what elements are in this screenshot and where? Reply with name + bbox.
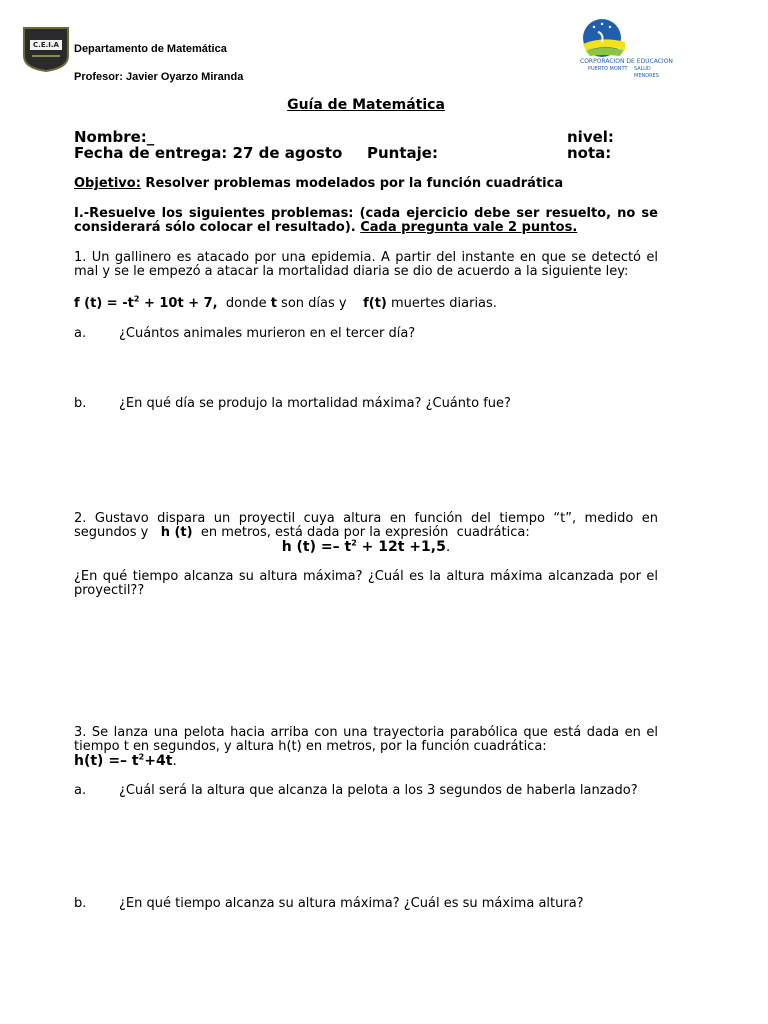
corporation-name: CORPORACION DE EDUCACION [580,58,673,65]
instructions-text: considerará sólo colocar el resultado). [74,220,361,235]
problem-2-question-line-1: ¿En qué tiempo alcanza su altura máxima? ¿Cuál es la altura máxima alcanzada por el [74,569,658,584]
ceia-logo-text: C.E.I.A [33,41,59,49]
problem-3-line-2: tiempo t en segundos, y altura h(t) en metros, por la función cuadrática: [74,739,547,754]
problem-2-question-line-2: proyectil?? [74,583,145,598]
problem-1b-question: ¿En qué día se produjo la mortalidad máxima? ¿Cuánto fue? [119,396,511,411]
problem-1a-letter: a. [74,326,87,341]
teacher-label: Profesor: Javier Oyarzo Miranda [74,71,244,83]
problem-1-formula: f $(t) = -t^2 + 10t + 7$, donde t son días y f(t) muertes diarias. [74,294,497,311]
problem-3-line-1: 3. Se lanza una pelota hacia arriba con una trayectoria parabólica que está dada en el [74,725,658,740]
grade-label: nota: [567,144,612,162]
problem-2-formula: h $(t) =- t^2 + 12t +1,5$. [281,538,451,555]
name-label: Nombre:_ [74,128,155,146]
problem-2-line-1: 2. Gustavo dispara un proyectil cuya altura en función del tiempo “t”, medido en [74,511,658,526]
points-note: Cada pregunta vale 2 puntos. [360,220,578,235]
corporation-logo [580,18,672,80]
level-label: nivel: [567,128,614,146]
instructions-line-1: I.-Resuelve los siguientes problemas: (cada ejercicio debe ser resuelto, no se [74,206,658,221]
problem-1a-question: ¿Cuántos animales murieron en el tercer día? [119,326,416,341]
score-label: Puntaje: [367,144,438,162]
corporation-salud: SALUD [634,66,651,72]
due-date-label: Fecha de entrega: 27 de agosto [74,144,343,162]
problem-1-line-1: 1. Un gallinero es atacado por una epidemia. A partir del instante en que se detectó el [74,250,658,265]
problem-2-line-2: segundos y h (t) en metros, está dada por la expresión cuadrática: [74,525,530,540]
problem-3b-letter: b. [74,896,87,911]
problem-1-line-2: mal y se le empezó a atacar la mortalidad diaria se dio de acuerdo a la siguiente ley: [74,264,629,279]
corporation-emblem-icon [580,18,628,58]
department-label: Departamento de Matemática [74,43,227,55]
problem-3b-question: ¿En qué tiempo alcanza su altura máxima? ¿Cuál es su máxima altura? [119,896,584,911]
instructions-line-2 [74,220,577,235]
problem-3a-letter: a. [74,783,87,798]
objective [74,176,563,191]
corporation-city: PUERTO MONTT [588,66,628,72]
objective-label: Objetivo: [74,176,141,191]
page-title: Guía de Matemática [287,97,445,113]
problem-3a-question: ¿Cuál será la altura que alcanza la pelota a los 3 segundos de haberla lanzado? [119,783,638,798]
ceia-logo [22,26,70,72]
objective-text: Resolver problemas modelados por la función cuadrática [140,176,564,191]
problem-1b-letter: b. [74,396,87,411]
corporation-menores: MENORES [634,73,659,79]
problem-3-formula: $h(t) =- t^2+4t$. [74,752,177,769]
